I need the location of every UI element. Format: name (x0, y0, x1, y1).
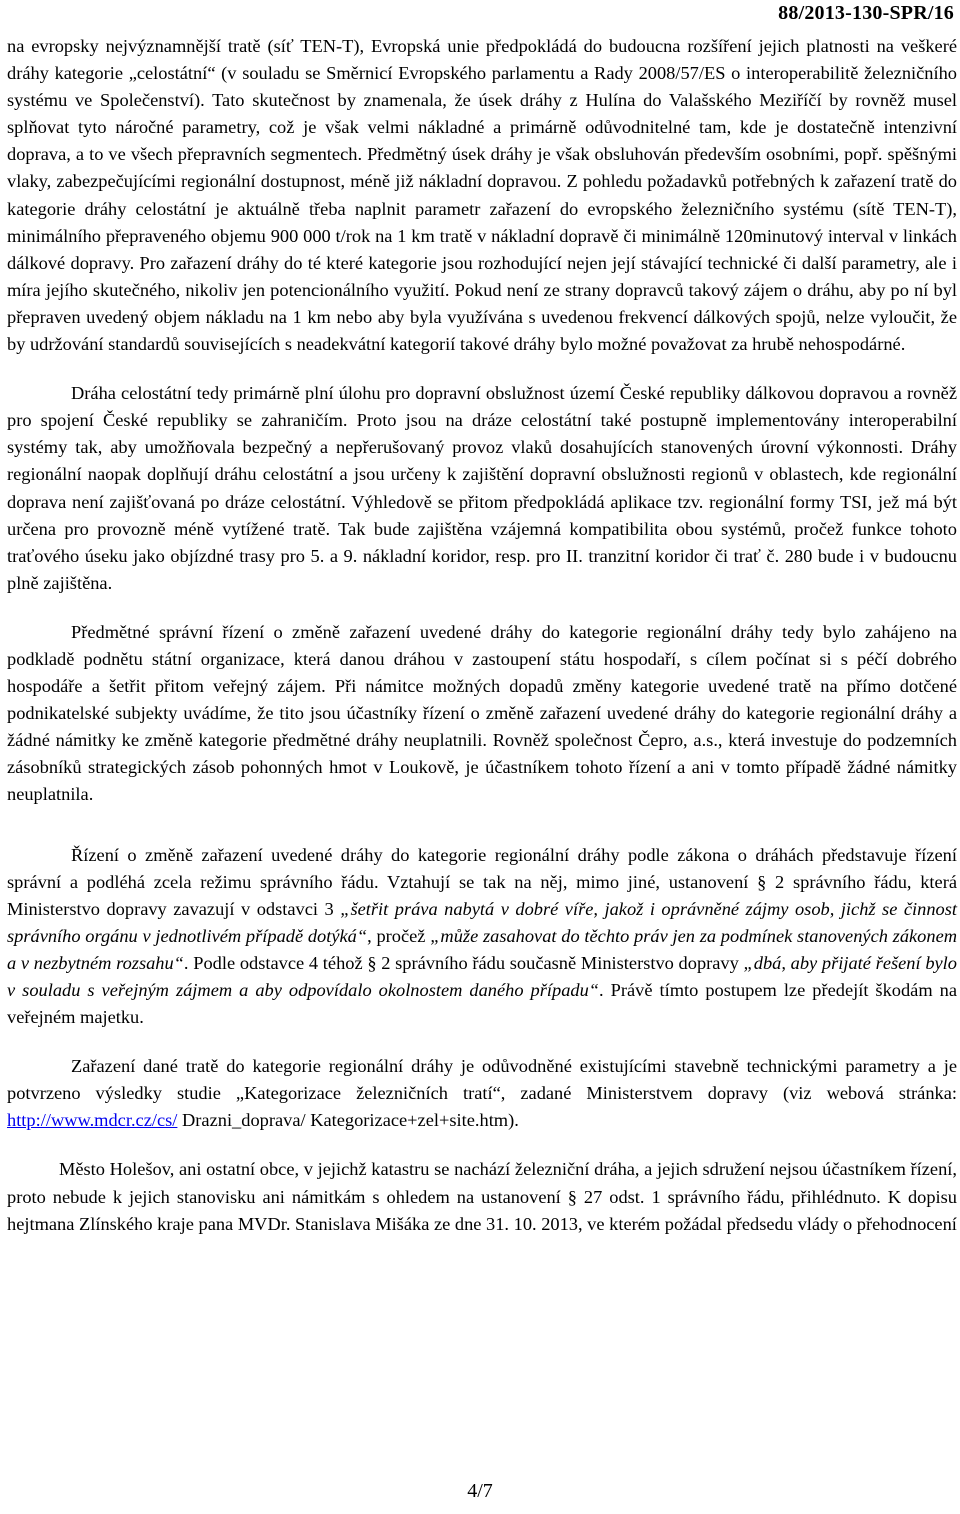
paragraph-2 (7, 380, 957, 597)
paragraph-3-text: Předmětné správní řízení o změně zařazení uvedené dráhy do kategorie regionální dráhy tedy bylo zahájeno na podkladě podnětu státní organizace, která danou dráhou v zastoupení státu hospodaří, s cílem počínat si s péčí dobrého hospodáře a šetřit přitom veřejný zájem. Při námitce možných dopadů změny kategorie uvedené tratě na přímo dotčené podnikatelské subjekty uvádíme, že tito jsou účastníky řízení o změně zařazení uvedené dráhy do kategorie regionální dráhy a žádné námitky ke změně kategorie předmětné dráhy neuplatnili. Rovněž společnost Čepro, a.s., která investuje do podzemních zásobníků strategických zásob pohonných hmot v Loukově, je účastníkem tohoto řízení a ani v tomto případě žádné námitky neuplatnila. (7, 621, 957, 805)
paragraph-1: na evropsky nejvýznamnější tratě (síť TEN-T), Evropská unie předpokládá do budoucna rozšíření jejich platnosti na veškeré dráhy kategorie „celostátní“ (v souladu se Směrnicí Evropského parlamentu a Rady 2008/57/ES o interoperabilitě železničního systému ve Společenství). Tato skutečnost by znamenala, že úsek dráhy z Hulína do Valašského Meziříčí by rovněž musel splňovat tyto náročné parametry, což je však velmi nákladné a primárně odůvodnitelné tam, kde je dostatečně intenzivní doprava, a to ve všech přepravních segmentech. Předmětný úsek dráhy je však obsluhován především osobními, popř. spěšnými vlaky, zabezpečujícími regionální dostupnost, méně již nákladní dopravou. Z pohledu požadavků potřebných k zařazení tratě do kategorie dráhy celostátní je aktuálně třeba naplnit parametr zařazení do evropského železničního systému (sítě TEN-T), minimálního přepraveného objemu 900 000 t/rok na 1 km tratě v nákladní dopravě či minimálně 120minutový interval v linkách dálkové dopravy. Pro zařazení dráhy do té které kategorie jsou rozhodující nejen její stávající technické či další parametry, ale i míra jejího skutečného, nikoliv jen potencionálního využití. Pokud není ze strany dopravců takový zájem o dráhu, aby po ní byl přepraven uvedený objem nákladu na 1 km nebo aby byla využívána s uvedenou frekvencí dálkových spojů, nelze vyloučit, že by udržování standardů souvisejících s neadekvátní kategorií takové dráhy bylo možné považovat za hrubě nehospodárné. (7, 36, 957, 355)
paragraph-5 (7, 1053, 957, 1134)
paragraph-4 (7, 842, 957, 1032)
document-reference: 88/2013-130-SPR/16 (778, 2, 954, 24)
mdcr-link[interactable]: http://www.mdcr.cz/cs/ (7, 1110, 178, 1131)
paragraph-5-text-a: Zařazení dané tratě do kategorie regionální dráhy je odůvodněné existujícími stavebně technickými parametry a je potvrzeno výsledky studie „Kategorizace železničních tratí“, zadané Ministerstvem dopravy (viz webová stránka: (7, 1056, 957, 1104)
page-number: 4/7 (467, 1480, 493, 1502)
quote-3: „dbá, aby přijaté řešení bylo v souladu s veřejným zájmem a aby odpovídalo okolnostem daného případu“ (7, 952, 957, 1000)
quote-2: „může zasahovat do těchto práv jen za podmínek stanovených zákonem a v nezbytném rozsahu“ (7, 925, 958, 973)
paragraph-3 (7, 619, 957, 809)
quote-1: „šetřit práva nabytá v dobré víře, jakož i oprávněné zájmy osob, jichž se činnost správního orgánu v jednotlivém případě dotýká“ (7, 898, 958, 946)
paragraph-4-text-c: . Podle odstavce 4 téhož § 2 správního řádu současně Ministerstvo dopravy (183, 952, 744, 973)
paragraph-4-text-d: . Právě tímto postupem lze předejít škodám na veřejném majetku. (7, 980, 957, 1028)
paragraph-4-text-a: Řízení o změně zařazení uvedené dráhy do kategorie regionální dráhy podle zákona o dráhách představuje řízení správní a podléhá zcela režimu správního řádu. Vztahují se tak na něj, mimo jiné, ustanovení § 2 správního řádu, která Ministerstvo dopravy zavazují v odstavci 3 (7, 844, 957, 919)
paragraph-5-text-b: Drazni_doprava/ Kategorizace+zel+site.htm). (177, 1110, 519, 1131)
paragraph-2-text: Dráha celostátní tedy primárně plní úlohu pro dopravní obslužnost území České republiky dálkovou dopravou a rovněž pro spojení České republiky se zahraničím. Proto jsou na dráze celostátní také postupně implementovány interoperabilní systémy tak, aby umožňovala bezpečný a nepřerušovaný provoz vlaků dosahujících stanovených úrovní výkonnosti. Dráhy regionální naopak doplňují dráhu celostátní a jsou určeny k zajištění dopravní obslužnosti regionů v oblastech, kde regionální doprava není zajišťovaná po dráze celostátní. Výhledově se přitom předpokládá aplikace tzv. regionální formy TSI, jež má být určena pro provozně méně vytížené tratě. Tak bude zajištěna vzájemná kompatibilita obou systémů, pročež funkce tohoto traťového úseku jako objízdné trasy pro 5. a 9. nákladní koridor, resp. pro II. tranzitní koridor či trať č. 280 bude i v budoucnu plně zajištěna. (7, 383, 957, 593)
paragraph-4-text-b: , pročež (367, 925, 431, 946)
paragraph-6-text: Město Holešov, ani ostatní obce, v jejichž katastru se nachází železniční dráha, a jejich sdružení nejsou účastníkem řízení, proto nebude k jejich stanovisku ani námitkám s ohledem na ustanovení § 27 odst. 1 správního řádu, přihlédnuto. K dopisu hejtmana Zlínského kraje pana MVDr. Stanislava Mišáka ze dne 31. 10. 2013, ve kterém požádal předsedu vlády o přehodnocení (7, 1159, 957, 1234)
paragraph-6 (7, 1156, 957, 1237)
document-body (7, 33, 957, 1238)
